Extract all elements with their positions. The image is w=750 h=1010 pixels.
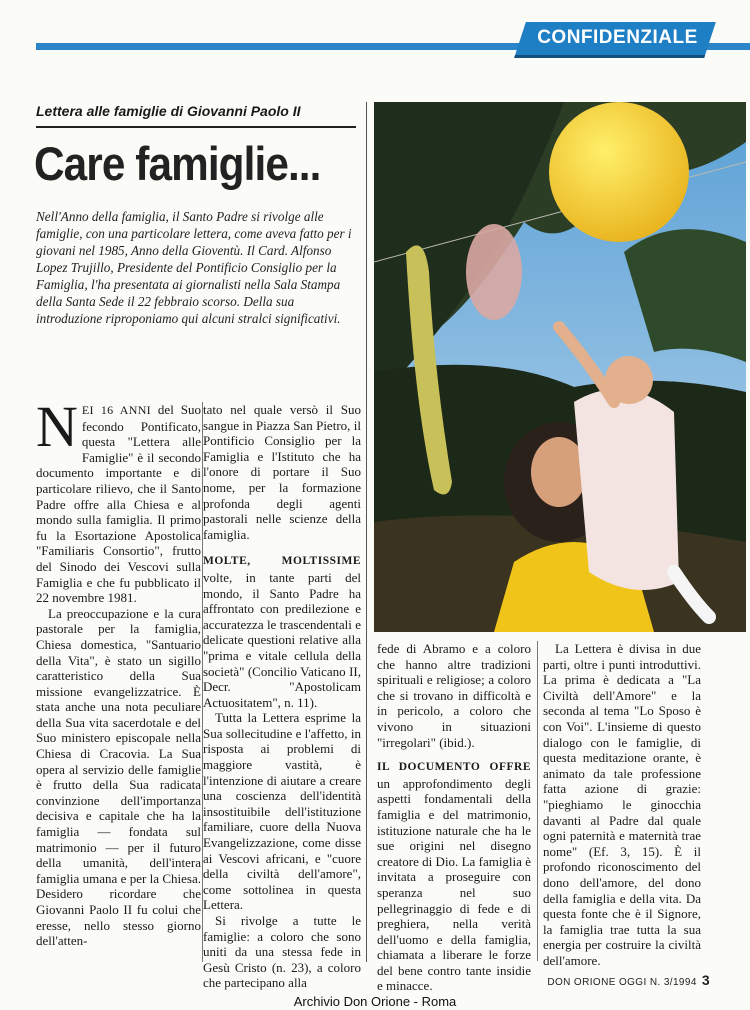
article-intro: Nell'Anno della famiglia, il Santo Padre si rivolge alle famiglie, con una particolare lettera, come aveva fatto per i giovani nel 1985, Anno della Gioventù. Il Card. Alfonso Lopez Trujillo, Presidente del Pontificio Consiglio per la Famiglia, l'ha presentata ai giornalisti nella Sala Stampa della Santa Sede il 22 febbraio scorso. Della sua introduzione riproponiamo qui alcuni stralci significativi. bbox=[36, 209, 352, 326]
article-column-2 bbox=[203, 402, 361, 991]
article-column-1 bbox=[36, 394, 201, 949]
section-lead: IL DOCUMENTO OFFRE bbox=[377, 761, 531, 774]
paragraph bbox=[203, 552, 361, 710]
family-photo bbox=[374, 102, 746, 632]
paragraph: Si rivolge a tutte le famiglie: a coloro che sono uniti da una stessa fede in Gesù Cristo (n. 23), a coloro che partecipano alla bbox=[203, 913, 361, 991]
paragraph: tato nel quale versò il Suo sangue in Piazza San Pietro, il Pontificio Consiglio per la Famiglia e l'Istituto che ha l'onore di portare il Suo nome, per la formazione profonda degli agenti pastorali nelle scienze della famiglia. bbox=[203, 402, 361, 542]
paragraph: fede di Abramo e a coloro che hanno altre tradizioni spirituali e religiose; a coloro che si trovano in difficoltà e in pericolo, a coloro che vivono in situazioni "irregolari" (ibid.). bbox=[377, 641, 531, 750]
column-divider-3 bbox=[537, 641, 538, 961]
paragraph: La Lettera è divisa in due parti, oltre i punti introduttivi. La prima è dedicata a "La Civiltà dell'Amore" e la seconda al tema "Lo Sposo è con Voi". L'insieme di questo dialogo con le famiglie, di questa meditazione orante, è animato da tale professione fatta azione di grazie: "pieghiamo le ginocchia davanti al Padre dal quale ogni paternità e maternità trae nome" (Ef. 3, 15). È il profondo riconoscimento del dono dell'amore, del dono della famiglia e della vita. Da questa fonte che è il Signore, la famiglia trae tutta la sua energia per costruire la civiltà dell'amore. bbox=[543, 641, 701, 968]
magazine-issue: DON ORIONE OGGI N. 3/1994 bbox=[547, 977, 697, 988]
paragraph bbox=[36, 394, 201, 606]
article-column-4 bbox=[543, 641, 701, 968]
column-divider-main bbox=[366, 102, 367, 962]
article-column-3 bbox=[377, 641, 531, 994]
paragraph-text: un approfondimento degli aspetti fondamentali della famiglia e del matrimonio, istituzione naturale che ha le sue origini nel disegno creatore di Dio. La famiglia è invitata a proseguire con speranza nel suo pellegrinaggio di fede e di preghiera, nella verità dell'uomo e della famiglia, chiamata a liberare le forze del bene contro tante insidie e minacce. bbox=[377, 775, 531, 994]
archive-caption: Archivio Don Orione - Roma bbox=[293, 994, 457, 1009]
drop-cap: N bbox=[36, 394, 78, 459]
section-lead: MOLTE, MOLTISSIME bbox=[203, 555, 361, 568]
article-headline: Care famiglie... bbox=[34, 137, 321, 190]
kicker-rule bbox=[36, 126, 356, 128]
paragraph bbox=[377, 758, 531, 994]
section-banner-label: CONFIDENZIALE bbox=[537, 27, 698, 48]
family-photo-illustration bbox=[374, 102, 746, 632]
article-kicker: Lettera alle famiglie di Giovanni Paolo II bbox=[36, 103, 301, 119]
page-footer bbox=[547, 972, 710, 988]
paragraph: Tutta la Lettera esprime la Sua sollecitudine e l'affetto, in risposta ai problemi di maggiore vastità, è l'intenzione di aiutare a creare una coscienza dell'identità insostituibile dell'istituzione familiare, cuore della Nuova Evangelizzazione, come disse ai Vescovi africani, e "cuore della civiltà dell'amore", come sottolinea in questa Lettera. bbox=[203, 710, 361, 913]
lead-in: EI 16 ANNI bbox=[81, 403, 151, 417]
paragraph: La preoccupazione e la cura pastorale per la famiglia, Chiesa domestica, "Santuario della Vita", è stato un sigillo caratteristico della Sua missione evangelizzatrice. È stata anche una nota peculiare della Sua vita sacerdotale e del Suo ministero episcopale nella Chiesa di Cracovia. La Sua opera al servizio delle famiglie è frutto della Sua radicata convinzione dell'importanza decisiva e capitale che ha la famiglia — fondata sul matrimonio — per il futuro della umanità, dell'intera famiglia umana e per la Chiesa. Desidero ricordare che Giovanni Paolo II fu colui che eresse, nello stesso giorno dell'atten- bbox=[36, 605, 201, 949]
paragraph-text: del Suo fecondo Pontificato, questa "Lettera alle Famiglie" è il secondo documento importante e di particolare rilievo, che il Santo Padre offre alla Chiesa e al mondo sulla famiglia. Il primo fu la Esortazione Apostolica "Familiaris Consortio", frutto del Sinodo dei Vescovi sulla Famiglia e che fu pubblicato il 22 novembre 1981. bbox=[36, 402, 201, 606]
header-rule bbox=[36, 43, 532, 50]
paragraph-text: volte, in tante parti del mondo, il Santo Padre ha affrontato con predilezione e accuratezza le trascendentali e delicate questioni relative alla "prima e vitale cellula della società" (Concilio Vaticano II, Decr. "Apostolicam Actuositatem", n. 11). bbox=[203, 569, 361, 710]
page-number: 3 bbox=[701, 972, 710, 988]
